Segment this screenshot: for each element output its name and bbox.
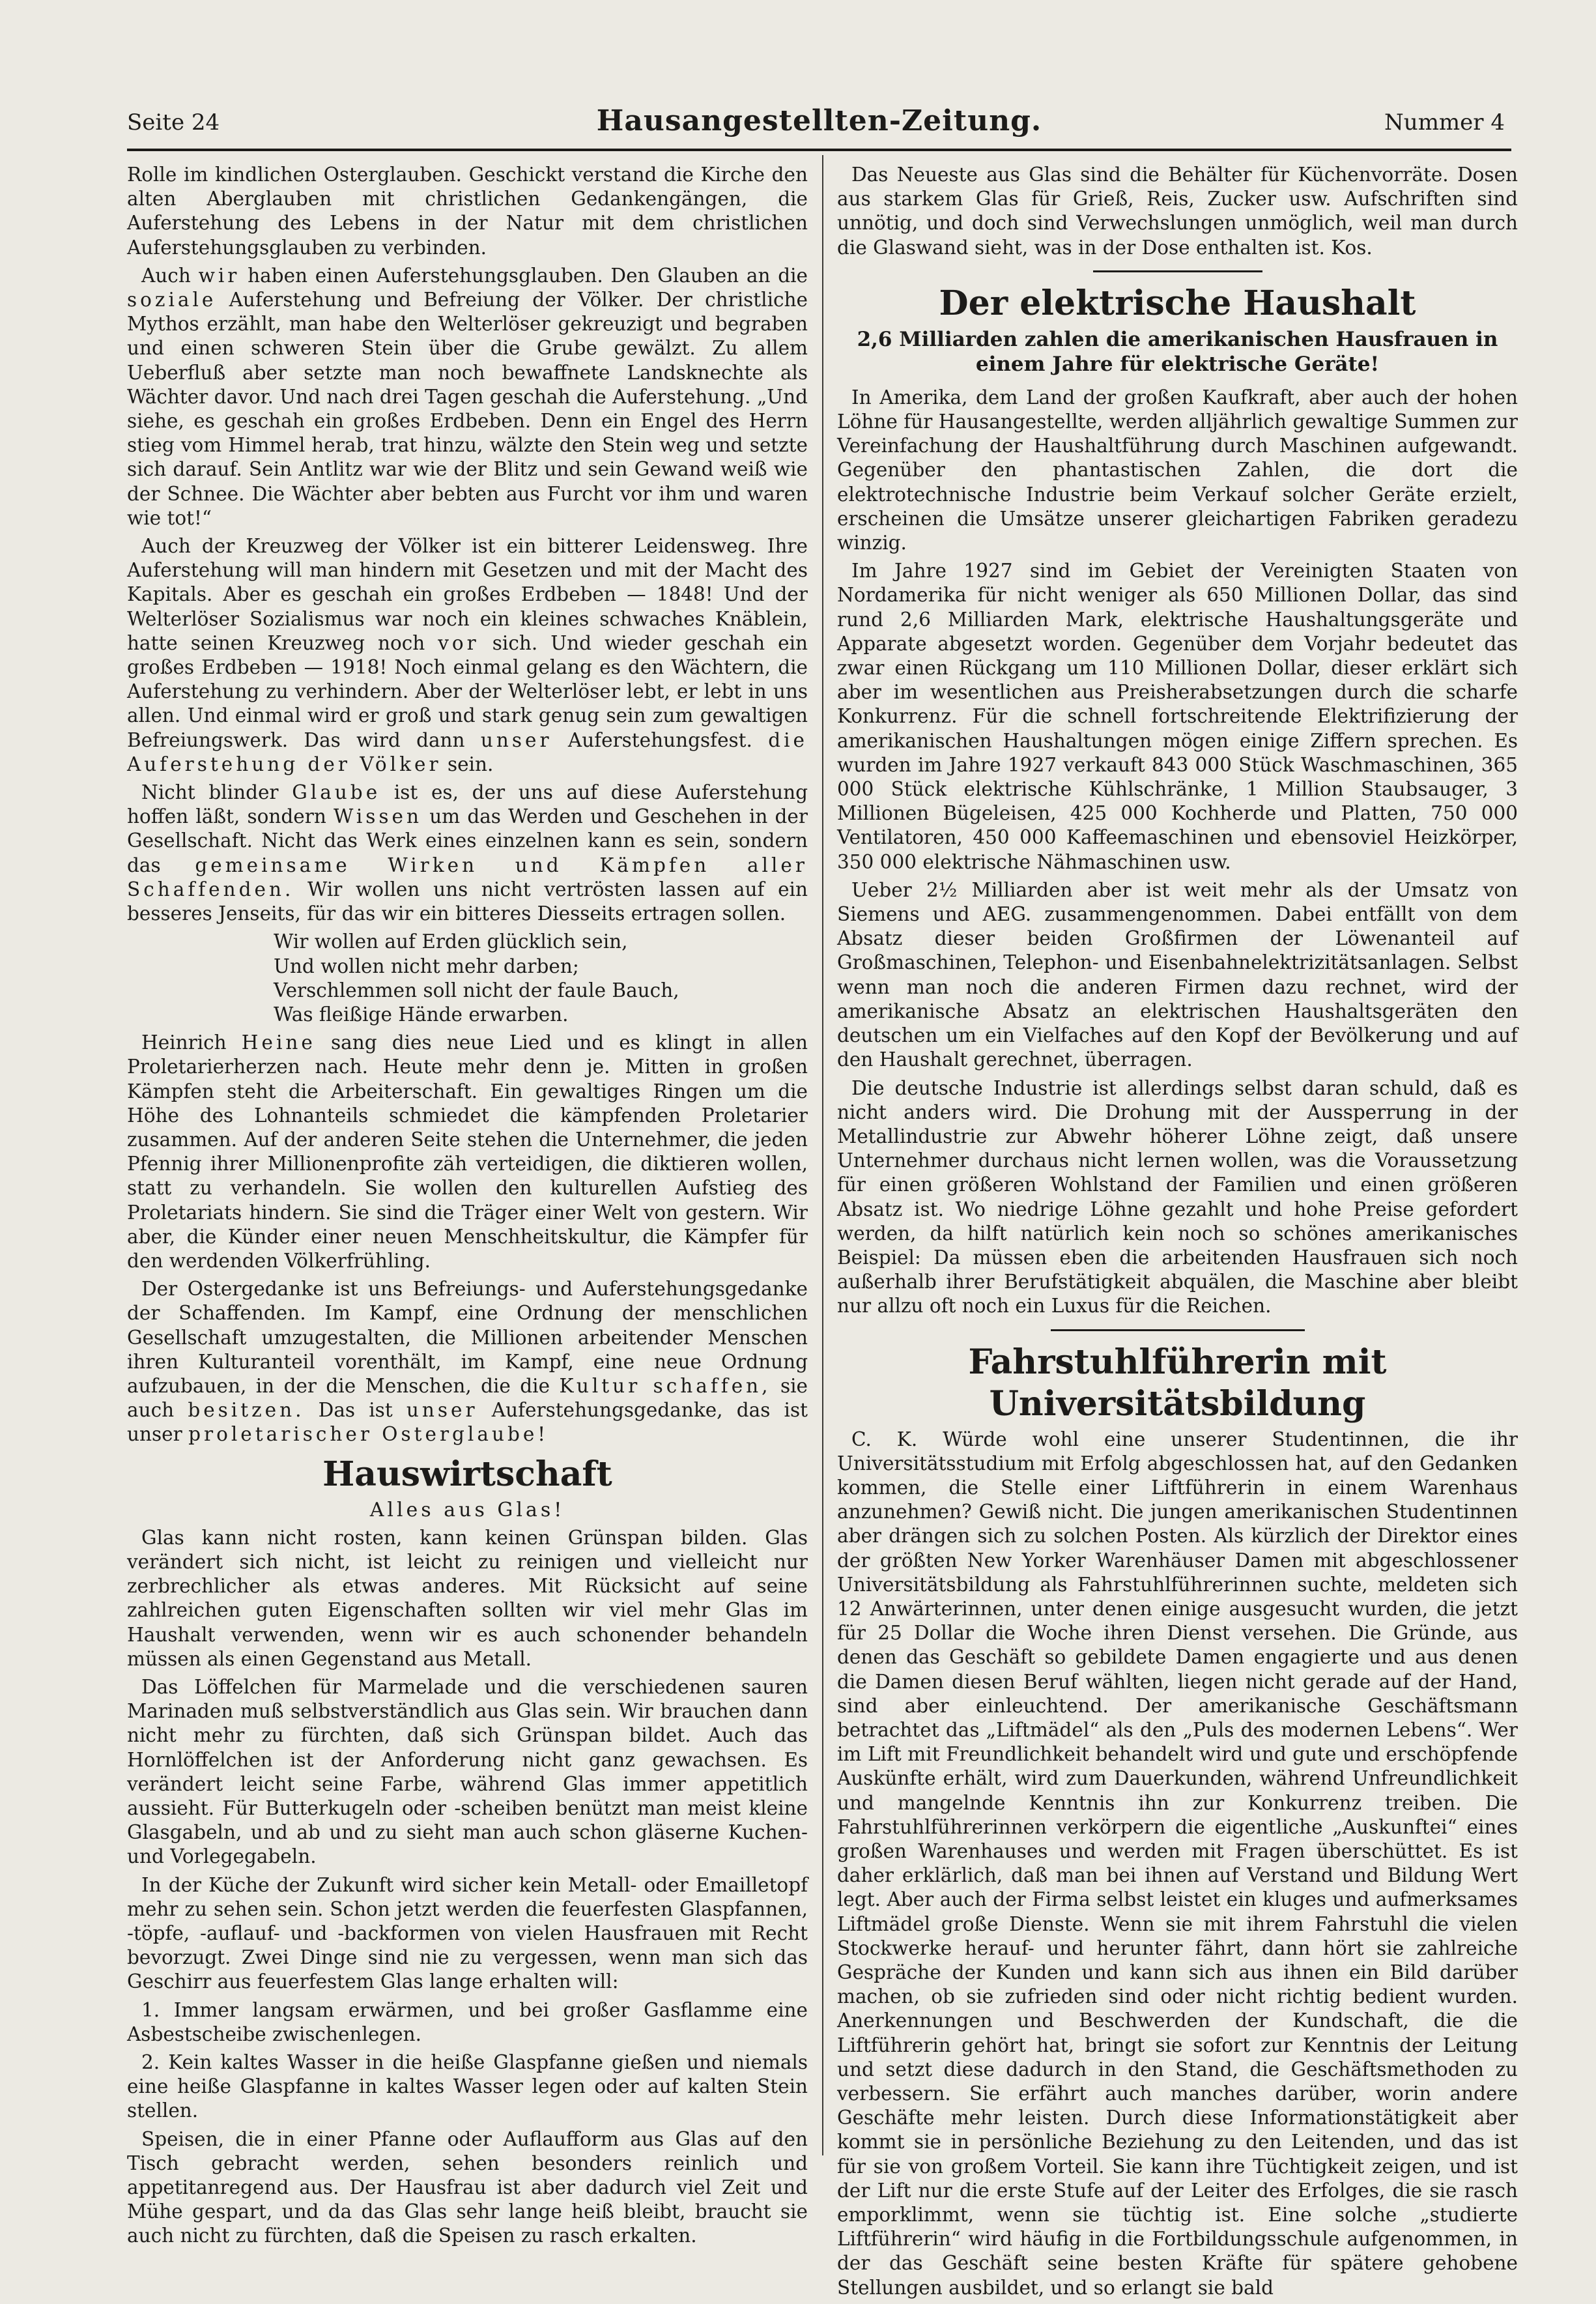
poem-line: Wir wollen auf Erden glücklich sein, — [274, 930, 628, 953]
poem-line: Was fleißige Hände erwarben. — [274, 1003, 569, 1026]
issue-number: Nummer 4 — [1384, 109, 1505, 136]
paragraph: Heinrich Heine sang dies neue Lied und es klingt in allen Proletarierherzen nach. Heute mehr denn je. Mitten in großen Kämpfen steht die Arbeiterschaft. Ein gewaltiges Ringen um die Höhe des Lohnanteils schmiedet die kämpfenden Proletarier zusammen. Auf der anderen Seite stehen die Unternehmer, die jeden Pfennig ihrer Millionenprofite zäh verteidigen, die diktieren wollen, statt zu verhandeln. Sie wollen den kulturellen Aufstieg des Proletariats hindern. Sie sind die Träger einer Welt von gestern. Wir aber, die Künder einer neuen Menschheitskultur, die Kämpfer für den werdenden Völkerfrühling. — [127, 1031, 808, 1272]
section-heading-hauswirtschaft: Hauswirtschaft — [322, 1454, 612, 1494]
article-subtitle: Alles aus Glas! — [369, 1498, 565, 1521]
paragraph: Glas kann nicht rosten, kann keinen Grünspan bilden. Glas verändert sich nicht, ist leicht zu reinigen und vielleicht nur zerbrechlicher als etwas anderes. Mit Rücksicht auf seine zahlreichen guten Eigenschaften sollten wir viel mehr Glas im Haushalt verwenden, wenn wir es auch schonender behandeln müssen als einen Gegenstand aus Metall. — [127, 1526, 808, 1670]
page-number: Seite 24 — [127, 109, 220, 136]
right-column — [837, 163, 1518, 2304]
paragraph: Rolle im kindlichen Osterglauben. Geschickt verstand die Kirche den alten Aberglauben mit christlichen Gedankengängen, die Auferstehung des Lebens in der Natur mit dem christlichen Auferstehungsglauben zu verbinden. — [127, 164, 808, 259]
paragraph: Die deutsche Industrie ist allerdings selbst daran schuld, daß es nicht anders wird. Die Drohung mit der Aussperrung in der Metallindustrie zur Abwehr höherer Löhne zeigt, daß unsere Unternehmer durchaus nicht lernen wollen, was die Voraussetzung für einen größeren Wohlstand der Familien und einen größeren Absatz ist. Wo niedrige Löhne gezahlt und hohe Preise gefordert werden, da hilft natürlich kein noch so schönes amerikanisches Beispiel: Da müssen eben die arbeitenden Hausfrauen sich noch außerhalb ihrer Berufstätigkeit abquälen, die Maschine aber bleibt nur allzu oft noch ein Luxus für die Reichen. — [837, 1076, 1518, 1318]
column-divider — [822, 155, 823, 2155]
paragraph: 1. Immer langsam erwärmen, und bei großer Gasflamme eine Asbestscheibe zwischenlegen. — [127, 1998, 808, 2045]
paragraph: Nicht blinder Glaube ist es, der uns auf diese Auferstehung hoffen läßt, sondern Wissen um das Werden und Geschehen in der Gesellschaft. Nicht das Werk eines einzelnen kann es sein, sondern das gemeinsame Wirken und Kämpfen aller Schaffenden. Wir wollen uns nicht vertrösten lassen auf ein besseres Jenseits, für das wir ein bitteres Diesseits ertragen sollen. — [127, 781, 808, 925]
poem-line: Verschlemmen soll nicht der faule Bauch, — [274, 979, 679, 1001]
article-heading-fahrstuhl: Fahrstuhlführerin mit Universitätsbildung — [968, 1342, 1387, 1424]
newspaper-title: Hausangestellten-Zeitung. — [596, 104, 1042, 137]
author-signature: Kos. — [1331, 236, 1373, 259]
paragraph: Ueber 2½ Milliarden aber ist weit mehr als der Umsatz von Siemens und AEG. zusammengenommen. Dabei entfällt von dem Absatz dieser beiden Großfirmen der Löwenanteil auf Großmaschinen, Telephon- und Eisenbahnelektrizitätsanlagen. Selbst wenn man noch die anderen Firmen dazu rechnet, wird der amerikanische Absatz an elektrischen Haushaltsgeräten den deutschen um ein Vielfaches auf den Kopf der Bevölkerung und auf den Haushalt gerechnet, überragen. — [837, 878, 1518, 1071]
article-subheading: 2,6 Milliarden zahlen die amerikanischen Hausfrauen in einem Jahre für elektrische Geräte! — [857, 327, 1498, 376]
header-rule — [127, 149, 1511, 151]
paragraph: Das Neueste aus Glas sind die Behälter für Küchenvorräte. Dosen aus starkem Glas für Grieß, Reis, Zucker usw. Aufschriften sind unnötig, und doch sind Verwechslungen unmöglich, weil man durch die Glaswand sieht, was in der Dose enthalten ist. Kos. — [837, 164, 1518, 259]
poem-quote — [127, 930, 808, 1027]
article-heading-elektrisch: Der elektrische Haushalt — [939, 283, 1416, 323]
left-column — [127, 163, 808, 2253]
paragraph: In der Küche der Zukunft wird sicher kein Metall- oder Emailletopf mehr zu sehen sein. Schon jetzt werden die feuerfesten Glaspfannen, -töpfe, -auflauf- und -backformen von vielen Hausfrauen mit Recht bevorzugt. Zwei Dinge sind nie zu vergessen, wenn man sich das Geschirr aus feuerfestem Glas lange erhalten will: — [127, 1873, 808, 1993]
paragraph: Der Ostergedanke ist uns Befreiungs- und Auferstehungsgedanke der Schaffenden. Im Kampf, eine Ordnung der menschlichen Gesellschaft umzugestalten, die Millionen arbeitender Menschen ihren Kulturanteil vorenthält, im Kampf, eine neue Ordnung aufzubauen, in der die Menschen, die die Kultur schaffen, sie auch besitzen. Das ist unser Auferstehungsgedanke, das ist unser proletarischer Osterglaube! — [127, 1278, 808, 1446]
paragraph: Auch wir haben einen Auferstehungsglauben. Den Glauben an die soziale Auferstehung und Befreiung der Völker. Der christliche Mythos erzählt, man habe den Welterlöser gekreuzigt und begraben und einen schweren Stein über die Grube gewälzt. Zu allem Ueberfluß aber setzte man noch bewaffnete Landsknechte als Wächter davor. Und nach drei Tagen geschah die Auferstehung. „Und siehe, es geschah ein großes Erdbeben. Denn ein Engel des Herrn stieg vom Himmel herab, trat hinzu, wälzte den Stein weg und setzte sich darauf. Sein Antlitz war wie der Blitz und sein Gewand weiß wie der Schnee. Die Wächter aber bebten aus Furcht vor ihm und waren wie tot!“ — [127, 264, 808, 529]
paragraph: Auch der Kreuzweg der Völker ist ein bitterer Leidensweg. Ihre Auferstehung will man hindern mit Gesetzen und mit der Macht des Kapitals. Aber es geschah ein großes Erdbeben — 1848! Und der Welterlöser Sozialismus war noch ein kleines schwaches Knäblein, hatte seinen Kreuzweg noch vor sich. Und wieder geschah ein großes Erdbeben — 1918! Noch einmal gelang es den Wächtern, die Auferstehung zu verhindern. Aber der Welterlöser lebt, er lebt in uns allen. Und einmal wird er groß und stark genug sein zum gewaltigen Befreiungswerk. Das wird dann unser Auferstehungsfest. die Auferstehung der Völker sein. — [127, 535, 808, 775]
poem-line: Und wollen nicht mehr darben; — [274, 955, 579, 977]
article-separator — [1051, 1329, 1305, 1331]
paragraph: C. K. Würde wohl eine unserer Studentinnen, die ihr Universitätsstudium mit Erfolg abgeschlossen hat, auf den Gedanken kommen, die Stelle einer Liftführerin in einem Warenhaus anzunehmen? Gewiß nicht. Die jungen amerikanischen Studentinnen aber drängen sich zu solchen Posten. Als kürzlich der Direktor eines der größten New Yorker Warenhäuser Damen mit abgeschlossener Universitätsbildung als Fahrstuhlführerinnen suchte, meldeten sich 12 Anwärterinnen, unter denen einige ausgesucht wurden, die jetzt für 25 Dollar die Woche ihren Dienst versehen. Die Gründe, aus denen das Geschäft so gebildete Damen engagierte und aus denen die Damen diesen Beruf wählten, liegen nicht gerade auf der Hand, sind aber einleuchtend. Der amerikanische Geschäftsmann betrachtet das „Liftmädel“ als den „Puls des modernen Lebens“. Wer im Lift mit Freundlichkeit behandelt wird und gute und erschöpfende Auskünfte erhält, wird zum Dauerkunden, während Unfreundlichkeit und mangelnde Kenntnis ihn zur Konkurrenz treiben. Die Fahrstuhlführerinnen verkörpern die eigentliche „Auskunftei“ eines großen Warenhauses und werden mit Fragen überschüttet. Es ist daher erklärlich, daß man bei ihnen auf Verstand und Bildung Wert legt. Aber auch der Firma selbst leistet ein kluges und aufmerksames Liftmädel große Dienste. Wenn sie mit ihrem Fahrstuhl die vielen Stockwerke herauf- und herunter fährt, dann hört sie zahlreiche Gespräche der Kunden und kann sich aus ihnen ein Bild darüber machen, ob sie zufrieden sind oder nicht richtig bedient wurden. Anerkennungen und Beschwerden der Kundschaft, die die Liftführerin gehört hat, bringt sie sofort zur Kenntnis der Leitung und setzt diese dadurch in den Stand, die Geschäftsmethoden zu verbessern. Sie erfährt auch manches darüber, worin andere Geschäfte mehr leisten. Durch diese Informationstätigkeit aber kommt sie in persönliche Beziehung zu den Leitenden, und das ist für sie von großem Vorteil. Sie kann ihre Tüchtigkeit zeigen, und ist der Lift nur die erste Stufe auf der Leiter des Erfolges, die sie rasch emporklimmt, wenn sie tüchtig ist. Eine solche „studierte Liftführerin“ wird häufig in die Fortbildungsschule aufgenommen, in der das Geschäft seine besten Kräfte für spätere gehobene Stellungen ausbildet, und so erlangt sie bald — [837, 1428, 1518, 2299]
page-header — [127, 104, 1511, 143]
paragraph: Das Löffelchen für Marmelade und die verschiedenen sauren Marinaden muß selbstverständlich aus Glas sein. Wir brauchen dann nicht mehr zu fürchten, daß sich Grünspan bildet. Auch das Hornlöffelchen ist der Anforderung nicht ganz gewachsen. Es verändert leicht seine Farbe, während Glas immer appetitlich aussieht. Für Butterkugeln oder -scheiben benützt man meist kleine Glasgabeln, und ab und zu sieht man auch schon gläserne Kuchen- und Vorlegegabeln. — [127, 1675, 808, 1868]
paragraph: In Amerika, dem Land der großen Kaufkraft, aber auch der hohen Löhne für Hausangestellte, werden alljährlich gewaltige Summen zur Vereinfachung der Haushaltführung durch Maschinen aufgewandt. Gegenüber den phantastischen Zahlen, die dort die elektrotechnische Industrie beim Verkauf solcher Geräte erzielt, erscheinen die Umsätze unserer gleichartigen Fabriken geradezu winzig. — [837, 386, 1518, 554]
paragraph: Im Jahre 1927 sind im Gebiet der Vereinigten Staaten von Nordamerika für nicht weniger als 650 Millionen Dollar, das sind rund 2,6 Milliarden Mark, elektrische Haushaltungsgeräte und Apparate abgesetzt worden. Gegenüber dem Vorjahr bedeutet das zwar einen Rückgang um 110 Millionen Dollar, dieser erklärt sich aber im wesentlichen aus Preisherabsetzungen durch die scharfe Konkurrenz. Für die schnell fortschreitende Elektrifizierung der amerikanischen Haushaltungen mögen einige Ziffern sprechen. Es wurden im Jahre 1927 verkauft 843 000 Stück Waschmaschinen, 365 000 Stück elektrische Kühlschränke, 1 Million Staubsauger, 3 Millionen Bügeleisen, 425 000 Kochherde und Platten, 750 000 Ventilatoren, 450 000 Kaffeemaschinen und ebensoviel Heizkörper, 350 000 elektrische Nähmaschinen usw. — [837, 560, 1518, 873]
article-separator — [1093, 270, 1262, 272]
paragraph: Speisen, die in einer Pfanne oder Auflaufform aus Glas auf den Tisch gebracht werden, sehen besonders reinlich und appetitanregend aus. Der Hausfrau ist aber dadurch viel Zeit und Mühe gespart, und da das Glas sehr lange heiß bleibt, braucht sie auch nicht zu fürchten, daß die Speisen zu rasch erkalten. — [127, 2127, 808, 2247]
paragraph: 2. Kein kaltes Wasser in die heiße Glaspfanne gießen und niemals eine heiße Glaspfanne in kaltes Wasser legen oder auf kalten Stein stellen. — [127, 2051, 808, 2122]
